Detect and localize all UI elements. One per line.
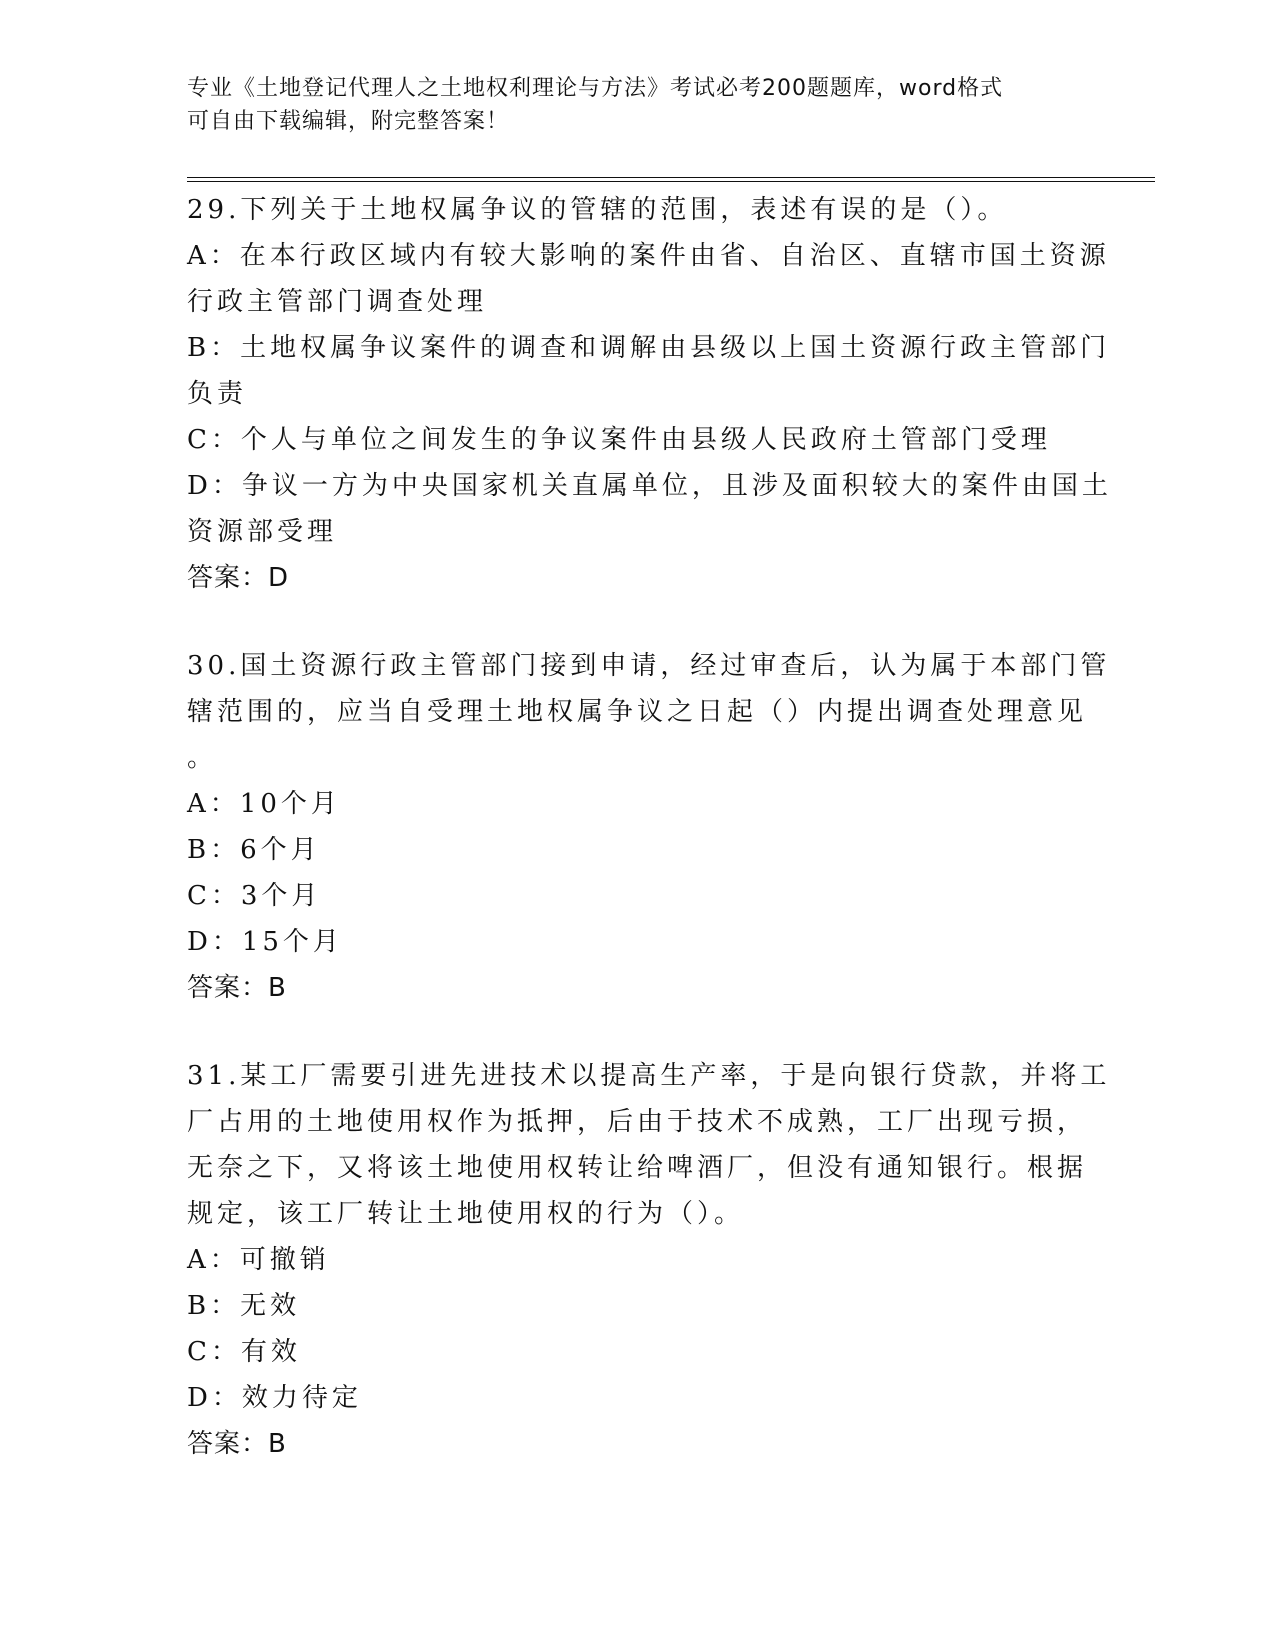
question-stem: 29.下列关于土地权属争议的管辖的范围，表述有误的是（）。 [187,195,1008,225]
option-text: A：10个月 [187,789,341,819]
option-b [187,1283,1087,1329]
question-30 [187,643,1111,1011]
option-text: C：3个月 [187,881,322,911]
option-a [187,233,1110,325]
option-text: A：在本行政区域内有较大影响的案件由省、自治区、直辖市国土资源 [187,241,1110,271]
answer-label: 答案：D [187,563,290,593]
question-31 [187,1053,1111,1467]
header-line: 可自由下载编辑，附完整答案！ [187,109,510,134]
option-c [187,1329,1087,1375]
option-text: 负责 [187,379,248,409]
answer-label: 答案：B [187,1429,287,1459]
option-c [187,873,1087,919]
answer-label: 答案：B [187,973,287,1003]
option-d [187,1375,1087,1421]
option-text: B：6个月 [187,835,321,865]
question-stem: 31.某工厂需要引进先进技术以提高生产率，于是向银行贷款，并将工 [187,1061,1111,1091]
question-stem: 辖范围的，应当自受理土地权属争议之日起（）内提出调查处理意见 [187,697,1088,727]
option-c [187,417,1087,463]
option-a [187,781,1087,827]
question-29 [187,187,1112,601]
question-stem: 无奈之下，又将该土地使用权转让给啤酒厂，但没有通知银行。根据 [187,1153,1088,1183]
question-stem: 规定，该工厂转让土地使用权的行为（）。 [187,1199,745,1229]
option-text: B：无效 [187,1291,301,1321]
question-stem: 厂占用的土地使用权作为抵押，后由于技术不成熟，工厂出现亏损， [187,1107,1088,1137]
option-text: D：效力待定 [187,1383,362,1413]
option-b [187,827,1087,873]
question-stem: 30.国土资源行政主管部门接到申请，经过审查后，认为属于本部门管 [187,651,1111,681]
option-text: B：土地权属争议案件的调查和调解由县级以上国土资源行政主管部门 [187,333,1111,363]
option-text: C：个人与单位之间发生的争议案件由县级人民政府土管部门受理 [187,425,1051,455]
question-stem: 。 [187,743,218,773]
option-text: A：可撤销 [187,1245,330,1275]
option-text: D：15个月 [187,927,343,957]
option-a [187,1237,1087,1283]
header-line: 专业《土地登记代理人之土地权利理论与方法》考试必考200题题库，word格式 [187,76,1004,101]
option-b [187,325,1111,417]
option-text: 行政主管部门调查处理 [187,287,488,317]
page-header [187,72,1087,138]
option-d [187,919,1087,965]
option-d [187,463,1112,555]
option-text: D：争议一方为中央国家机关直属单位，且涉及面积较大的案件由国土 [187,471,1112,501]
option-text: C：有效 [187,1337,301,1367]
option-text: 资源部受理 [187,517,338,547]
header-divider [187,177,1155,182]
